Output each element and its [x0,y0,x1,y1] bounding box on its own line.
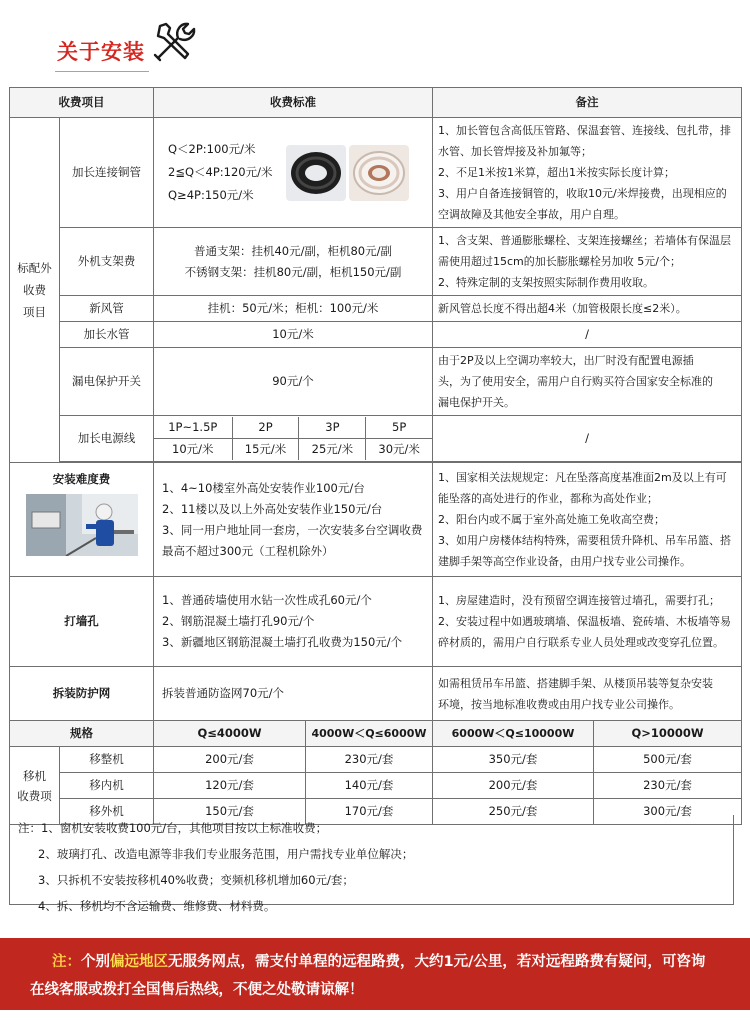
move-row1-price-1: 200元/套 [154,747,306,773]
item-guard-net: 拆装防护网 [10,667,154,721]
page-title: 关于安装 [57,36,145,66]
difficulty-note [433,463,742,577]
move-row3-price-3: 250元/套 [433,799,594,825]
banner-line-2: 在线客服或拨打全国售后热线，不便之处敬请谅解！ [30,982,364,998]
cable-size-2: 2P [232,417,299,439]
tools-icon [150,18,198,64]
cable-size-1: 1P~1.5P [154,417,232,439]
copper-standard [154,118,433,228]
move-col-3: 6000W＜Q≤10000W [433,721,594,747]
header-item: 收费项目 [10,88,154,118]
bracket-price-2: 不锈钢支架：挂机80元/副，柜机150元/副 [184,264,402,279]
leak-note-3: 漏电保护开关。 [438,396,515,409]
header-standard: 收费标准 [154,88,433,118]
move-row3-price-4: 300元/套 [594,799,742,825]
installer-photo [26,494,138,556]
item-bracket: 外机支架费 [60,228,154,296]
item-power-cable: 加长电源线 [60,416,154,462]
bracket-note-1: 1、含支架、普通膨胀螺栓、支架连接螺丝；若墙体有保温层需使用超过15cm的加长膨胀螺栓另加收 5元/个； [438,234,731,268]
guard-note-1: 如需租赁吊车吊篮、搭建脚手架、从楼顶吊装等复杂安装 [438,676,713,690]
drain-standard: 10元/米 [154,322,433,348]
move-table [9,720,742,825]
move-col-1: Q≤4000W [154,721,306,747]
drilling-note [433,577,742,667]
group-label-move [10,747,60,825]
cable-price-1: 10元/米 [154,439,232,461]
group-label-extra-line-3: 项目 [23,305,46,319]
leak-note-2: 头，为了使用安全，需用户自行购买符合国家安全标准的 [438,375,713,388]
item-copper-pipe: 加长连接铜管 [60,118,154,228]
move-row3-price-2: 170元/套 [306,799,433,825]
footnote-2: 2、玻璃打孔、改造电源等非我们专业服务范围，用户需找专业单位解决； [38,847,414,861]
difficulty-std-2: 2、11楼以及以上外高处安装作业150元/台 [162,501,383,516]
cable-price-4: 30元/米 [378,442,420,456]
move-row1-price-3: 350元/套 [433,747,594,773]
copper-note-3: 3、用户自备连接铜管的，收取10元/米焊接费，出现相应的空调故障及其他安全事故，用户自理。 [438,187,727,221]
group-label-extra-line-1: 标配外 [17,261,52,275]
drilling-note-2: 2、安装过程中如遇玻璃墙、保温板墙、瓷砖墙、木板墙等易碎材质的，需用户自行联系专业人员处理或改变穿孔位置。 [438,615,731,649]
copper-price-1: Q＜2P:100元/米 [168,142,256,156]
item-wall-drilling: 打墙孔 [10,577,154,667]
footnote-4: 4、拆、移机均不含运输费、维修费、材料费。 [38,899,276,913]
cable-note: / [433,416,742,462]
difficulty-std-1: 1、4~10楼室外高处安装作业100元/台 [162,480,365,495]
move-col-2: 4000W＜Q≤6000W [306,721,433,747]
header-remark: 备注 [433,88,742,118]
banner-remote-area: 偏远地区 [110,954,168,970]
footnote-3: 3、只拆机不安装按移机40%收费；变频机移机增加60元/套； [38,873,354,887]
item-fresh-air: 新风管 [60,296,154,322]
item-difficulty [10,463,154,577]
bracket-note [433,228,742,296]
move-row3-price-1: 150元/套 [154,799,306,825]
item-drain-pipe: 加长水管 [60,322,154,348]
copper-coil-white-image [349,145,409,201]
copper-price-2: 2≦Q＜4P:120元/米 [168,165,273,179]
drilling-std-1: 1、普通砖墙使用水钻一次性成孔60元/个 [162,593,372,607]
leak-note-1: 由于2P及以上空调功率较大，出厂时没有配置电源插 [438,354,694,367]
guard-note [433,667,742,721]
move-row-name-1: 移整机 [60,747,154,773]
banner-part-2: 无服务网点，需支付单程的远程路费，大约1元/公里，若对远程路费有疑问，可咨询 [168,954,706,970]
move-spec-label: 规格 [10,721,154,747]
leak-note [433,348,742,416]
difficulty-std-3: 3、同一用户地址同一套房，一次安装多台空调收费 [162,522,423,537]
drilling-note-1: 1、房屋建造时，没有预留空调连接管过墙孔，需要打孔； [438,594,720,607]
cable-price-2: 15元/米 [232,439,299,461]
move-row2-price-1: 120元/套 [154,773,306,799]
move-row-name-3: 移外机 [60,799,154,825]
drilling-std-2: 2、钢筋混凝土墙打孔90元/个 [162,614,315,628]
page-header [0,0,750,75]
cable-standard [154,416,433,462]
bracket-price-1: 普通支架：挂机40元/副，柜机80元/副 [193,243,392,258]
banner-part-1: 个别 [81,954,110,970]
cable-size-4: 5P [366,417,432,439]
difficulty-note-2: 2、阳台内或不属于室外高处施工免收高空费； [438,513,665,526]
freshair-standard: 挂机：50元/米；柜机：100元/米 [154,296,433,322]
banner-lead: 注： [52,954,81,970]
difficulty-std-4: 最高不超过300元（工程机除外） [162,543,334,558]
group-label-extra-line-2: 收费 [23,283,46,297]
move-col-4: Q>10000W [594,721,742,747]
remote-area-banner [0,938,750,1010]
item-leak-switch: 漏电保护开关 [60,348,154,416]
group-label-move-line-1: 移机 [23,768,46,783]
difficulty-title: 安装难度费 [52,472,111,486]
price-table [9,87,742,721]
move-row2-price-4: 230元/套 [594,773,742,799]
cable-price-3: 25元/米 [299,439,366,461]
move-row-name-2: 移内机 [60,773,154,799]
drilling-std-3: 3、新疆地区钢筋混凝土墙打孔收费为150元/个 [162,635,403,649]
copper-coil-black-image [286,145,346,201]
copper-note-1: 1、加长管包含高低压管路、保温套管、连接线、包扎带，排水管、加长管焊接及补加氟等； [438,124,731,158]
leak-standard: 90元/个 [154,348,433,416]
guard-note-2: 环境，按当地标准收费或由用户找专业公司操作。 [438,697,680,711]
bracket-standard [154,228,433,296]
group-label-extra [10,118,60,463]
guard-standard: 拆装普通防盗网70元/个 [154,667,433,721]
group-label-move-line-2: 收费项 [17,788,52,803]
difficulty-note-3: 3、如用户房楼体结构特殊，需要租赁升降机、吊车吊篮、搭建脚手架等高空作业设备，由用户找专业公司操作。 [438,534,731,568]
copper-note-2: 2、不足1米按1米算，超出1米按实际长度计算； [438,166,675,179]
move-row2-price-3: 200元/套 [433,773,594,799]
cable-size-3: 3P [299,417,366,439]
difficulty-standard [154,463,433,577]
copper-note [433,118,742,228]
drilling-standard [154,577,433,667]
copper-price-3: Q≥4P:150元/米 [168,188,254,202]
bracket-note-2: 2、特殊定制的支架按照实际制作费用收取。 [438,276,654,289]
move-row2-price-2: 140元/套 [306,773,433,799]
footnote-1: 注：1、窗机安装收费100元/台，其他项目按以上标准收费； [18,821,328,835]
freshair-note: 新风管总长度不得出超4米（加管极限长度≤2米）。 [433,296,742,322]
banner-line-1 [52,950,705,971]
footnotes [9,815,734,913]
move-row1-price-4: 500元/套 [594,747,742,773]
move-row1-price-2: 230元/套 [306,747,433,773]
drain-note: / [433,322,742,348]
difficulty-note-1: 1、国家相关法规规定：凡在坠落高度基准面2m及以上有可能坠落的高处进行的作业，都称为高处作业； [438,471,727,505]
